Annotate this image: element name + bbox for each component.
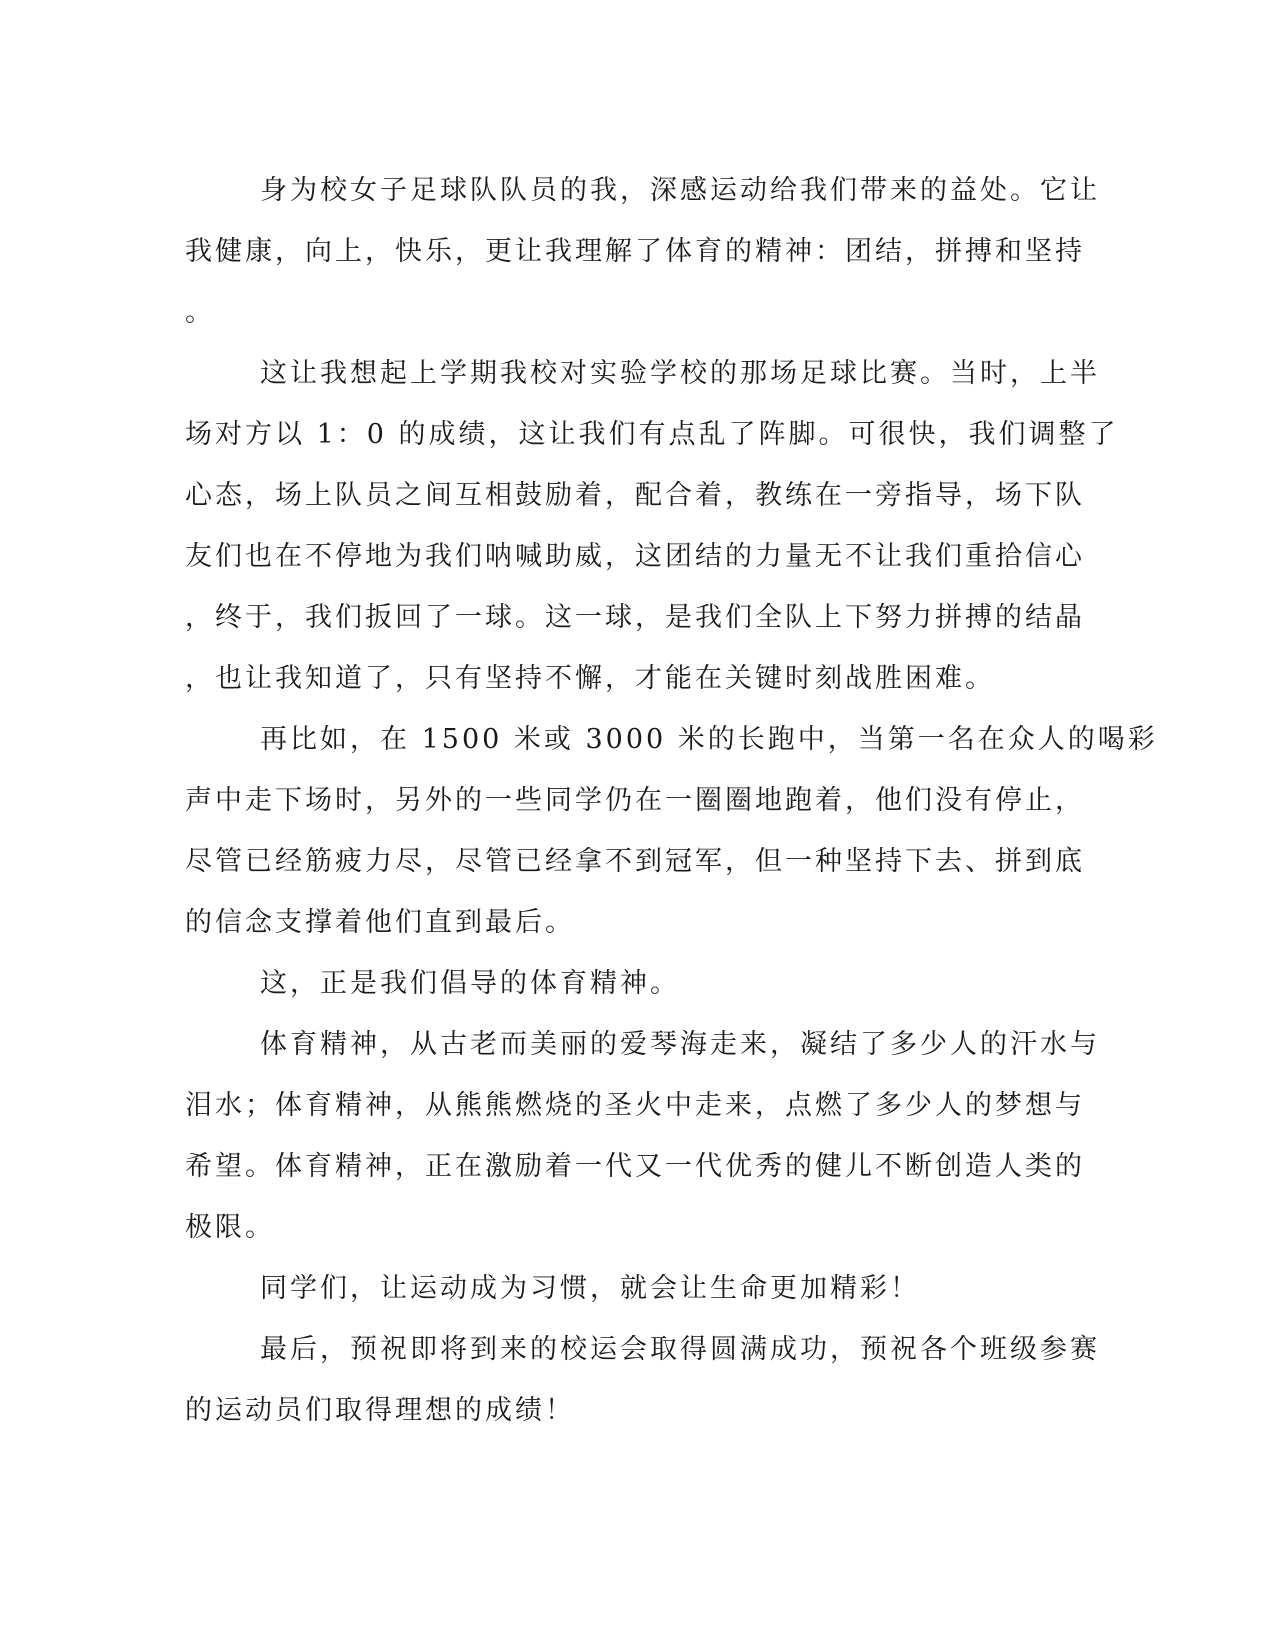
text-line: 这让我想起上学期我校对实验学校的那场足球比赛。当时，上半 [260, 358, 1100, 389]
text-line: 身为校女子足球队队员的我，深感运动给我们带来的益处。它让 [260, 175, 1100, 206]
text-line: 极限。 [185, 1212, 275, 1243]
text-line: 同学们，让运动成为习惯，就会让生命更加精彩！ [260, 1273, 920, 1304]
text-line: 心态，场上队员之间互相鼓励着，配合着，教练在一旁指导，场下队 [185, 480, 1085, 511]
text-line: 的运动员们取得理想的成绩！ [185, 1395, 575, 1426]
text-line: 这，正是我们倡导的体育精神。 [260, 968, 680, 999]
text-line: 体育精神，从古老而美丽的爱琴海走来，凝结了多少人的汗水与 [260, 1029, 1100, 1060]
text-line: 希望。体育精神，正在激励着一代又一代优秀的健儿不断创造人类的 [185, 1151, 1085, 1182]
text-line: 尽管已经筋疲力尽，尽管已经拿不到冠军，但一种坚持下去、拼到底 [185, 846, 1085, 877]
text-line: 场对方以 1：0 的成绩，这让我们有点乱了阵脚。可很快，我们调整了 [185, 419, 1119, 450]
text-line: 泪水；体育精神，从熊熊燃烧的圣火中走来，点燃了多少人的梦想与 [185, 1090, 1085, 1121]
text-line: 声中走下场时，另外的一些同学仍在一圈圈地跑着，他们没有停止， [185, 785, 1085, 816]
text-line: ，也让我知道了，只有坚持不懈，才能在关键时刻战胜困难。 [185, 663, 995, 694]
document-body [185, 160, 1158, 1441]
text-line: ，终于，我们扳回了一球。这一球，是我们全队上下努力拼搏的结晶 [185, 602, 1085, 633]
text-line: 再比如，在 1500 米或 3000 米的长跑中，当第一名在众人的喝彩 [260, 724, 1158, 755]
text-line: 我健康，向上，快乐，更让我理解了体育的精神：团结，拼搏和坚持 [185, 236, 1085, 267]
text-line: 。 [185, 297, 215, 328]
text-line: 友们也在不停地为我们呐喊助威，这团结的力量无不让我们重拾信心 [185, 541, 1085, 572]
text-line: 的信念支撑着他们直到最后。 [185, 907, 575, 938]
text-line: 最后，预祝即将到来的校运会取得圆满成功，预祝各个班级参赛 [260, 1334, 1100, 1365]
